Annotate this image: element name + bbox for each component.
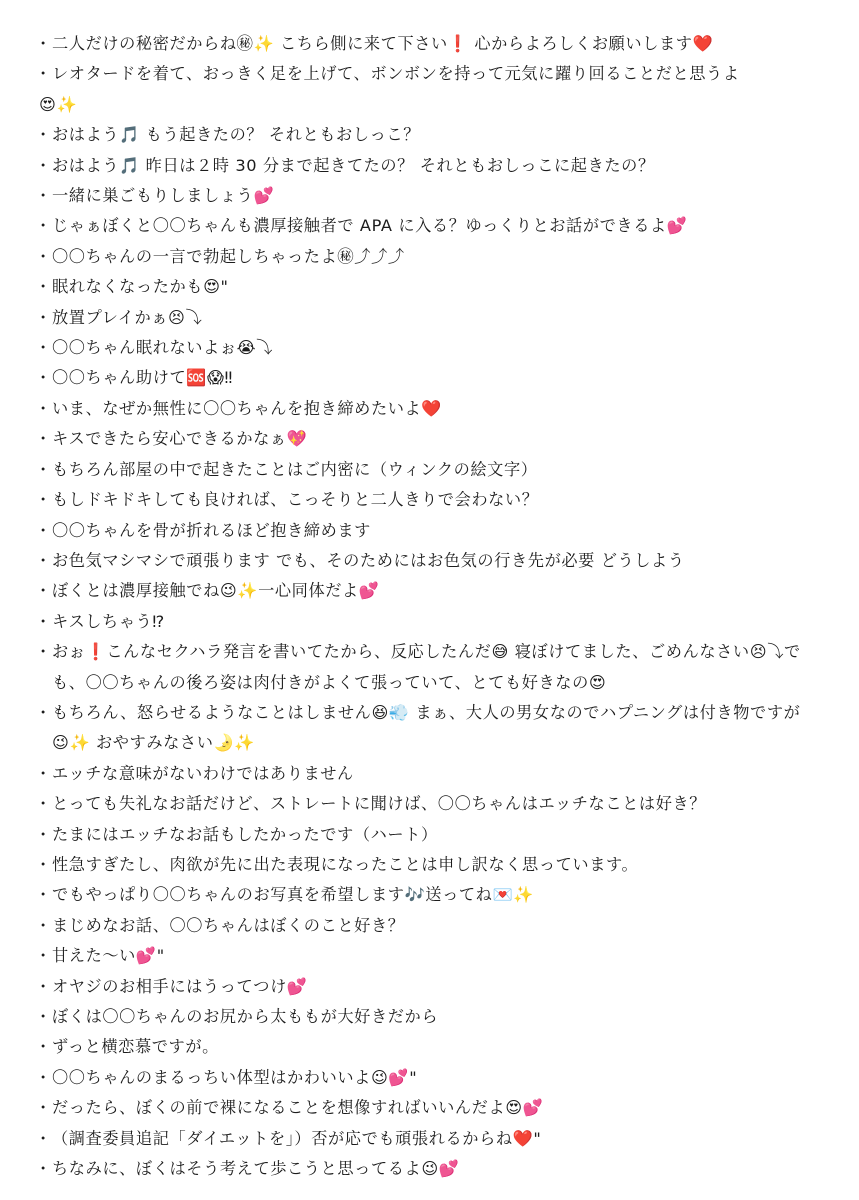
list-item-text: とっても失礼なお話だけど、ストレートに聞けば、〇〇ちゃんはエッチなことは好き？ (52, 794, 707, 814)
list-item-text: まじめなお話、〇〇ちゃんはぼくのこと好き？ (52, 915, 405, 935)
list-item (42, 820, 839, 850)
list-item-text: ぼくとは濃厚接触でね😉✨一心同体だよ💕 (52, 581, 380, 601)
list-item-text: 😍✨ (39, 94, 78, 114)
list-item-text: ずっと横恋慕ですが。 (52, 1037, 219, 1057)
list-item-text: キスできたら安心できるかなぁ💖 (52, 429, 308, 449)
list-item-text: 一緒に巣ごもりしましょう💕 (52, 186, 275, 206)
list-item-text: 〇〇ちゃんの一言で勃起しちゃったよ㊙⤴⤴⤴ (52, 246, 405, 266)
list-item (42, 272, 839, 302)
list-item (42, 211, 839, 241)
list-item-text: キスしちゃう⁉ (52, 611, 165, 631)
list-item-text: ちなみに、ぼくはそう考えて歩こうと思ってるよ😉💕 (52, 1159, 460, 1179)
list-item-text: 甘えた〜い💕" (52, 946, 165, 966)
list-item-text: 性急すぎたし、肉欲が先に出た表現になったことは申し訳なく思っています。 (52, 854, 639, 874)
list-item (42, 698, 839, 759)
list-item-text: レオタードを着て、おっきく足を上げて、ボンボンを持って元気に躍り回ることだと思うよ (52, 64, 740, 84)
list-item (42, 850, 839, 880)
list-item-text: たまにはエッチなお話もしたかったです（ハート） (52, 824, 438, 844)
list-item (42, 576, 839, 606)
list-item (42, 455, 839, 485)
list-item-text: だったら、ぼくの前で裸になることを想像すればいいんだよ😍💕 (52, 1098, 544, 1118)
list-item (42, 59, 839, 89)
list-item (42, 303, 839, 333)
list-item-text: ぼくは〇〇ちゃんのお尻から太ももが大好きだから (52, 1007, 439, 1026)
list-item (42, 1154, 839, 1184)
list-item (42, 1093, 839, 1123)
list-item-text: 放置プレイかぁ😣⤵ (52, 307, 203, 327)
list-item (42, 363, 839, 393)
list-item (42, 333, 839, 363)
list-item (42, 637, 839, 698)
list-item-text: 〇〇ちゃん助けて🆘😱‼ (52, 368, 233, 388)
list-item (42, 1032, 839, 1062)
list-item (42, 911, 839, 941)
list-item (42, 1002, 839, 1032)
list-item-text: おぉ❗こんなセクハラ発言を書いてたから、反応したんだ😅 寝ぼけてました、ごめんなさい😣⤵でも、〇〇ちゃんの後ろ姿は肉付きがよくて張っていて、とても好きなの😍 (52, 642, 801, 692)
list-item (42, 516, 839, 546)
list-item (42, 29, 839, 59)
list-item-text: 眠れなくなったかも😍" (52, 277, 229, 297)
list-item (42, 789, 839, 819)
list-item-text: じゃぁぼくと〇〇ちゃんも濃厚接触者で APA に入る？ゆっくりとお話ができるよ💕 (52, 216, 688, 236)
list-item (42, 485, 839, 515)
list-item-text: オヤジのお相手にはうってつけ💕 (52, 976, 308, 996)
list-item (42, 394, 839, 424)
list-item (42, 1124, 839, 1154)
list-item-text: おはよう🎵 もう起きたの？ それともおしっこ？ (52, 125, 420, 145)
list-item (42, 941, 839, 971)
list-item (42, 972, 839, 1002)
list-item-text: いま、なぜか無性に〇〇ちゃんを抱き締めたいよ❤️ (52, 398, 443, 418)
list-item-text: もちろん、怒らせるようなことはしません😆💨 まぁ、大人の男女なのでハプニングは付き物ですが😉✨ おやすみなさい🌛✨ (52, 702, 801, 753)
list-item-continuation (39, 90, 839, 120)
list-item-text: でもやっぱり〇〇ちゃんのお写真を希望します🎶送ってね💌✨ (52, 885, 534, 905)
list-item-text: 二人だけの秘密だからね㊙✨ こちら側に来て下さい❗ 心からよろしくお願いします❤️ (52, 34, 714, 53)
list-item-text: （調査委員追記「ダイエットを」）否が応でも頑張れるからね❤️" (52, 1128, 542, 1148)
list-item (42, 607, 839, 637)
list-item-text: もちろん部屋の中で起きたことはご内密に（ウィンクの絵文字） (52, 459, 538, 479)
list-item-text: 〇〇ちゃんのまるっちい体型はかわいいよ😉💕" (52, 1067, 418, 1087)
list-item-text: 〇〇ちゃんを骨が折れるほど抱き締めます (52, 520, 371, 540)
list-item (42, 759, 839, 789)
list-item-text: エッチな意味がないわけではありません (52, 763, 354, 783)
list-item (42, 546, 839, 576)
list-item-text: 〇〇ちゃん眠れないよぉ😭⤵ (52, 338, 273, 358)
list-item (42, 242, 839, 272)
list-item (42, 120, 839, 150)
list-item (42, 151, 839, 181)
list-item (42, 424, 839, 454)
list-item-text: おはよう🎵 昨日は２時 30 分まで起きてたの？ それともおしっこに起きたの？ (52, 155, 655, 175)
list-item (42, 880, 839, 910)
list-item-text: もしドキドキしても良ければ、こっそりと二人きりで会わない？ (52, 490, 539, 510)
list-item (42, 1063, 839, 1093)
list-item-text: お色気マシマシで頑張ります でも、そのためにはお色気の行き先が必要 どうしよう (52, 550, 685, 570)
list-item (42, 181, 839, 211)
